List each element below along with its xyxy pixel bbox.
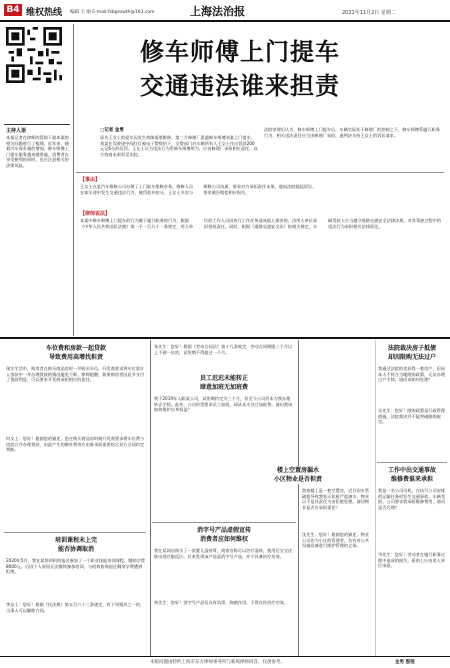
- host-text: 本报记者在律师的帮助下就本案的相关问题进行了梳理。近年来，随着汽车保有量的增加，修车师傅上门提车服务越来越普遍，消费者在享受便利的同时，也应注意相关的法律风险。: [6, 135, 69, 168]
- m1-rule: [152, 522, 296, 523]
- footer-credit: 金勇 整理: [395, 660, 415, 665]
- m-intro-text: 张先生：您好！根据《劳动合同法》第十九条规定，劳动合同期限三个月以上不满一年的，试用期不得超过一个月。: [154, 344, 293, 355]
- m2-text: 我在某网店购买了一款婴儿湿疹膏，商家宣称可以治疗湿疹，使用后宝宝皮肤出现过敏反应。后来发现该产品是消字号产品，并不具备治疗功效。: [154, 548, 293, 559]
- r1-text: 我家楼上是一套空置房，近日因水管破裂导致我家天花板严重渗水，物业以不是其责任为由拒绝处理。请问物业是否应承担责任？: [302, 488, 370, 510]
- bottom-divider-3: [375, 340, 376, 656]
- s1-title: 车位费和房款一起贷款 导致费用高增找担责: [45, 345, 106, 361]
- r1-title: 楼上空置房漏水 小区物业是否担责: [228, 466, 368, 484]
- bottom-divider-1: [150, 340, 151, 656]
- masthead-rule: [0, 20, 450, 22]
- headline-line-2: 交通违法谁来担责: [140, 71, 340, 100]
- s1-rule: [4, 532, 146, 533]
- bottom-divider-2: [298, 340, 299, 656]
- lawyer-text: 本案中修车师傅上门提车的行为属于履行职务的行为，根据《中华人民共和国民法典》第一千一百九十一条规定，用人单位的工作人员因执行工作任务造成他人损害的，由用人单位承担侵权责任。同时，根据《道路交通安全法》的相关规定，车辆驾驶人应当遵守道路交通安全法律法规，对其驾驶过程中的违法行为承担相应法律责任。: [80, 218, 442, 229]
- left-column-divider: [73, 24, 74, 336]
- s1-text: 现实生活中，购房者在购买商品房时一并购买车位，开发商要求将车位款计入房款中一并办理贷款的情况屡见不鲜。律师提醒，如果购房者因此多支付了贷款利息，可以要求开发商承担相应的责任。: [6, 366, 145, 383]
- masthead: [0, 0, 450, 20]
- lawyer-label: 【律师说法】: [80, 211, 111, 217]
- m1-title: 员工迟迟未能转正 肆意加班无加班费: [199, 375, 248, 391]
- r3-text: 我是一名公司司机，在执行公司安排的运输任务时发生交通事故，车辆受损。公司要求我承担维修费用，请问是否合理？: [378, 488, 446, 510]
- r2-text: 我通过法院拍卖获得一套房产，但因本人不符合当地限购政策，无法办理过户手续。请问该如何处理？: [378, 366, 446, 383]
- footer-note: 本版问题由特约上海市东方律师事务所与新境律师回答，仅供参考。: [150, 660, 285, 665]
- s1-text-2: 何女士：您好！根据您的描述，您在购买商品房时被开发商要求将车位费与房款合并办理贷款，由此产生的额外费用应由谁承担需要结合双方合同约定判断。: [6, 436, 145, 453]
- case-label: 【事由】: [80, 177, 101, 183]
- byline: □记者 金勇: [100, 128, 124, 133]
- r3-text-2: 韦先生：您好！劳动者在履行职务过程中造成的损失，原则上应由用人单位承担。: [378, 552, 446, 569]
- r3-title: 工作中出交通事故 维修费谁来承担: [387, 467, 436, 483]
- lead-para-2: 法院审理后认为，修车师傅上门提车后，车辆实际处于修理厂的控制之下，修车师傅系履行职务行为，相关违法责任应当由修理厂承担，遂判决支持王女士的诉讼请求。: [264, 127, 440, 138]
- m2-text-2: 黄先生：您好！消字号产品仅具有消毒、抑菌作用，不得宣传治疗功效。: [154, 600, 289, 605]
- page-number-badge: B4: [4, 4, 22, 16]
- s2-title: 培训课程未上完 能否协调取消: [54, 537, 97, 553]
- s2-text-2: 李女士：您好！根据《民法典》第五百六十三条规定，有下列情形之一的，当事人可以解除合同。: [6, 602, 145, 613]
- lead-para-1: 原告王女士的爱车因发生故障需要维修，第三方修理厂派遣修车师傅刘某上门提车，刘某在驾驶途中闯红灯被电子警察拍下，交警部门对车辆所有人王女士作出罚款200元记6分的处罚。王女士认为违法行为系修车师傅所为，应由修理厂承担相应责任，双方协商未果诉至法院。: [100, 135, 258, 157]
- newspaper-brand: 上海法治报: [190, 5, 245, 18]
- case-text: 王女士在某汽车维修公司办理了上门取车维修业务，维修人员在取车途中发生交通违法行为，被罚款并扣分。王女士多次与维修公司沟通，要求对方承担责任未果，遂向法院提起诉讼，要求被告赔偿相应损失。: [80, 184, 317, 195]
- section-name: 维权热线: [26, 8, 63, 18]
- footer-rule: [0, 656, 450, 657]
- editor-line: 编辑 王 丽 E-mail:fzbgrowth@163.com: [70, 10, 155, 15]
- m1-text: 我于2019年入职某公司，试用期约定为三个月，但至今公司仍未为我办理转正手续。此外，公司经常要求员工加班，却从未支付过加班费。请问我该如何维护自身权益？: [154, 396, 293, 413]
- m2-title: 消字号产品虚假宣传 消费者应如何维权: [196, 527, 251, 543]
- lead-rule: [76, 172, 444, 173]
- s2-text: 2020年5月，我在某培训机构报名参加了一个职业技能培训课程，缴纳学费8000元。后因个人原因无法继续参加培训，与机构协商退还剩余学费遭到拒绝。: [6, 558, 145, 575]
- r2-title: 法院裁决房子抵债 却因限购无法过户: [387, 345, 436, 361]
- host-rule: [4, 124, 70, 125]
- host-label: 主持人语: [6, 128, 27, 134]
- headline-line-1: 修车师傅上门提车: [140, 37, 340, 66]
- r2-rule: [377, 462, 447, 463]
- r2-text-2: 吴先生：您好！限购政策是行政管理措施，法院裁决并不能突破限购规定。: [378, 408, 446, 425]
- r1-text-2: 沈先生：您好！根据您的描述，物业公司作为小区的管理者，负有对公共设施设备进行维护管理的义务。: [302, 532, 370, 549]
- section-rule: [0, 337, 450, 339]
- qr-code: [6, 27, 62, 83]
- date-line: 2021年11月2日 星期二: [342, 10, 396, 16]
